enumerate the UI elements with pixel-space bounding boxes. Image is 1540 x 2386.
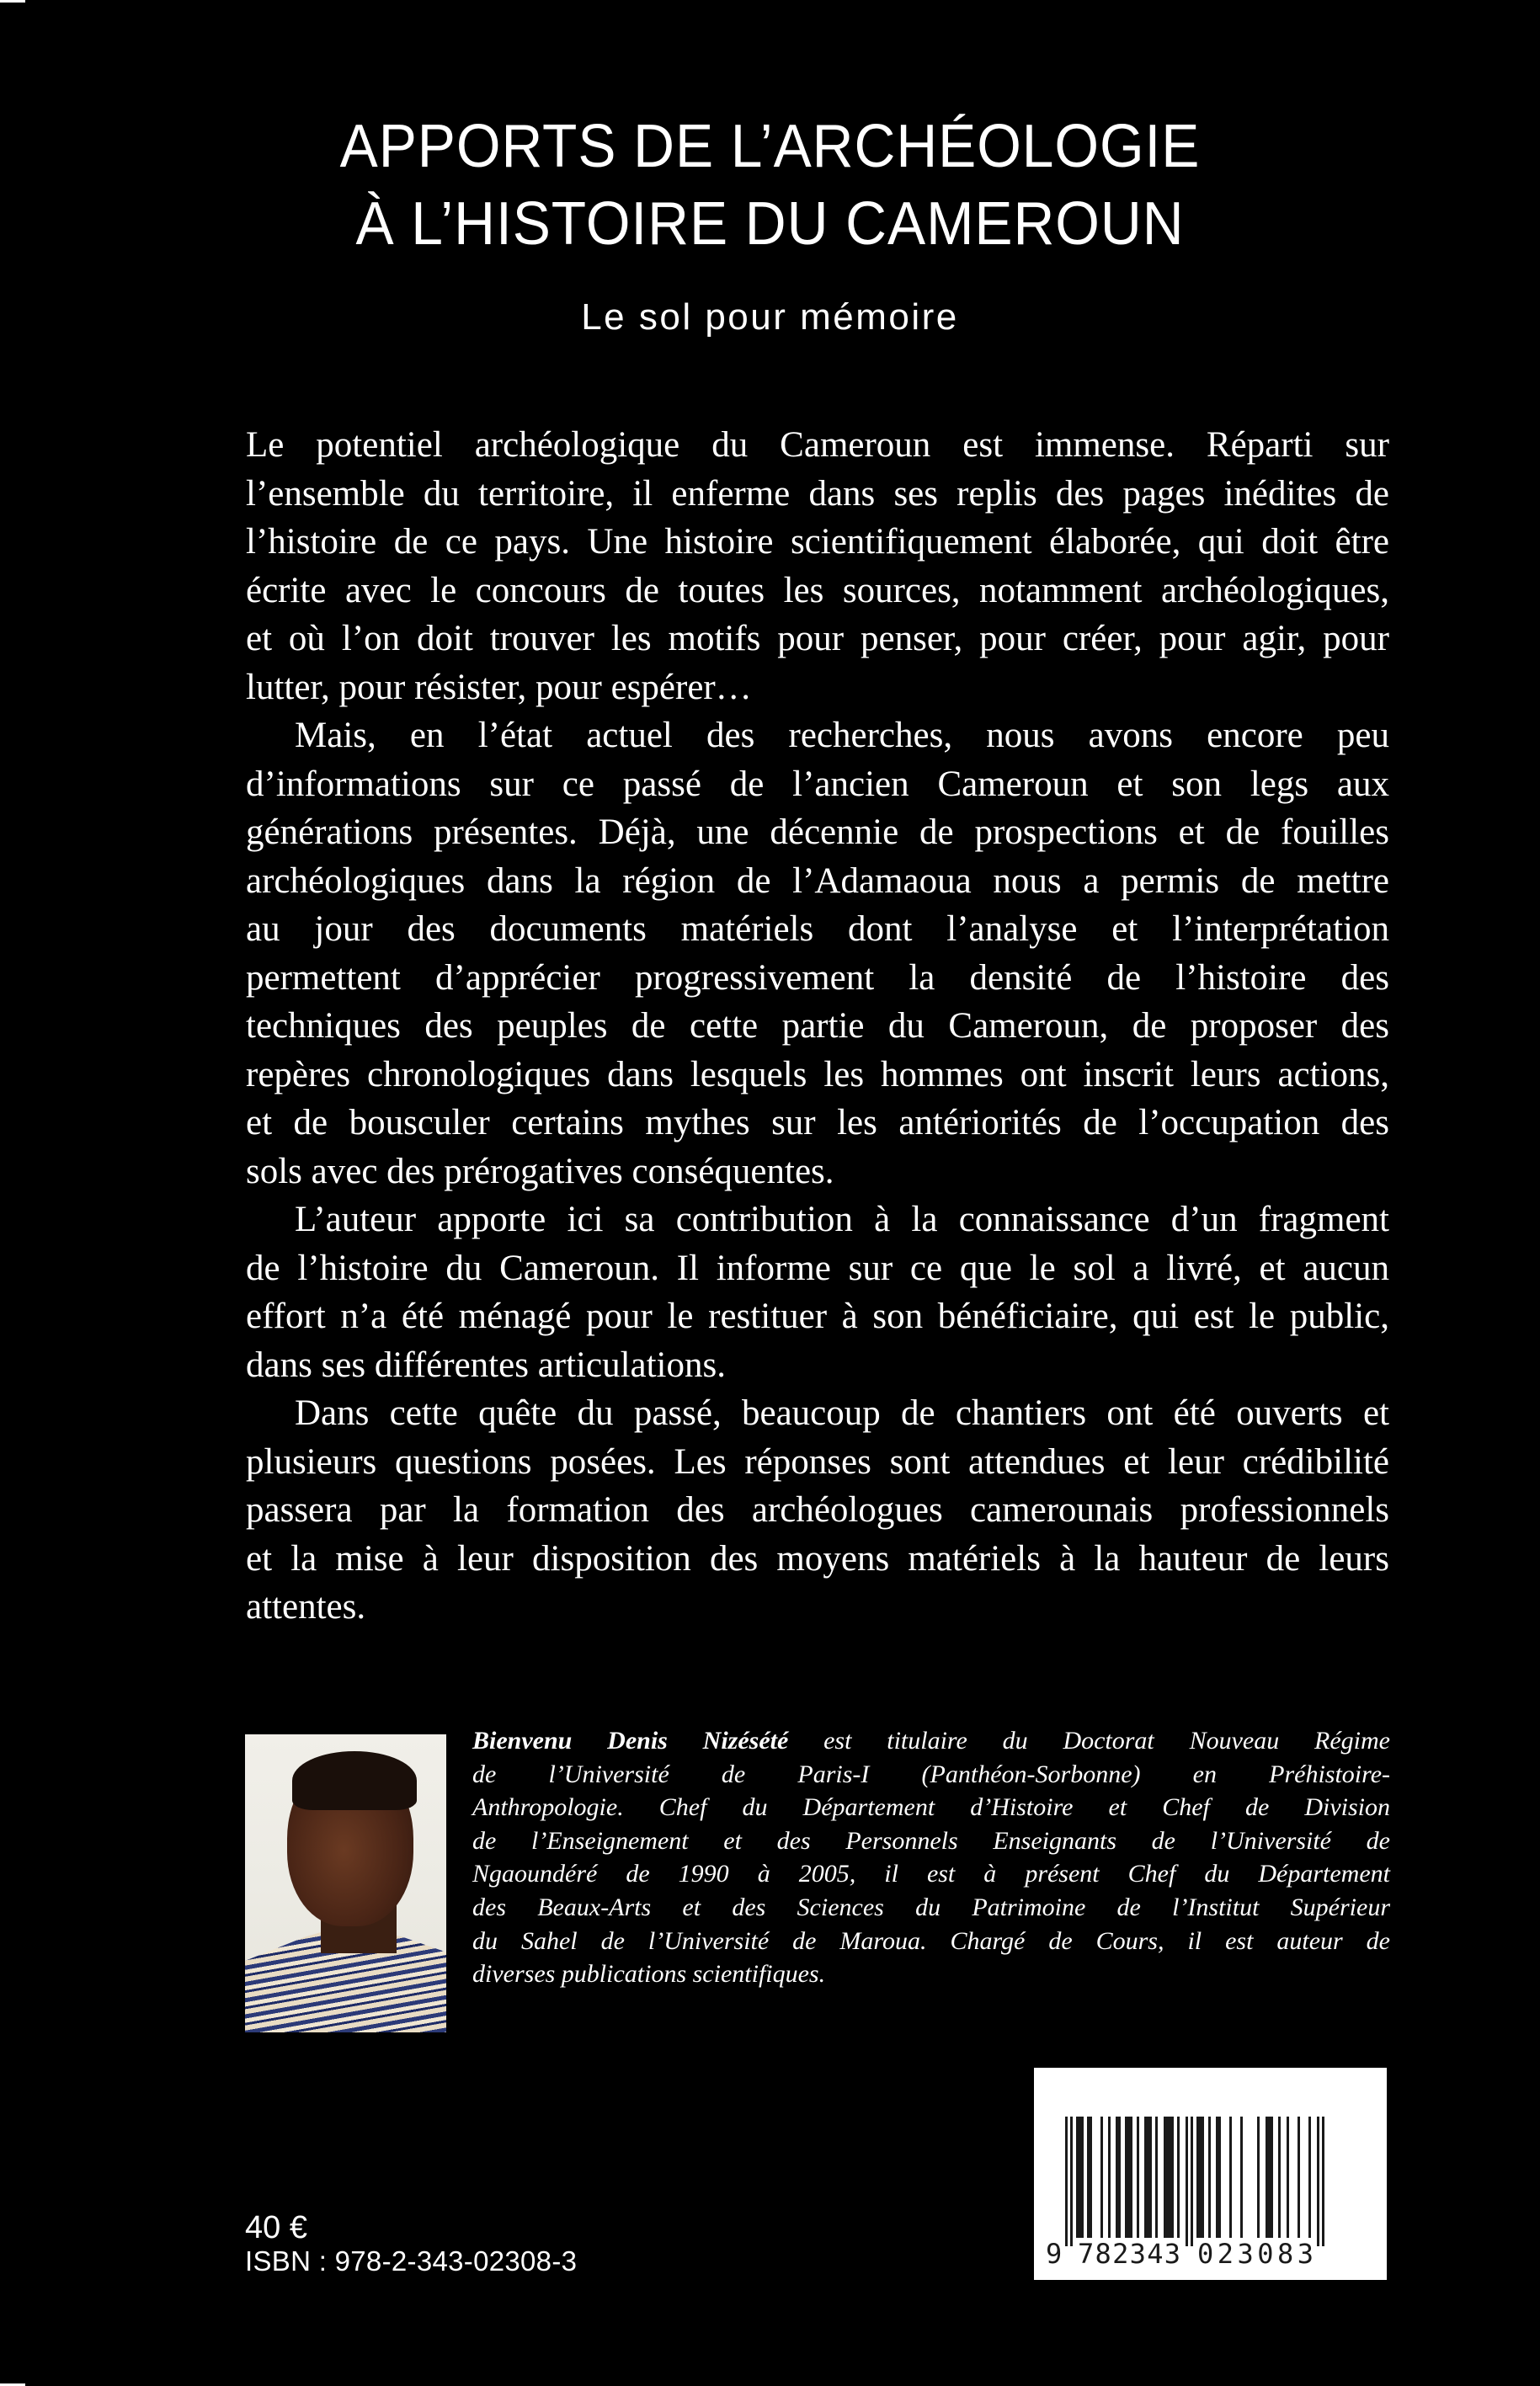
book-title: [0, 108, 1540, 263]
title-line-1: APPORTS DE L’ARCHÉOLOGIE: [339, 113, 1201, 180]
author-bio: [472, 1724, 1390, 1991]
bio-line: Bienvenu Denis Nizésété est titulaire du Doctorat Nouveau Régime: [472, 1727, 1390, 1755]
blurb-line: l’histoire de ce pays. Une histoire scientifiquement élaborée, qui doit être: [246, 522, 1389, 562]
bio-line: des Beaux-Arts et des Sciences du Patrimoine de l’Institut Supérieur: [472, 1893, 1390, 1921]
isbn: ISBN : 978-2-343-02308-3: [245, 2245, 578, 2277]
barcode-bars-icon: [1034, 2068, 1387, 2280]
blurb-line: effort n’a été ménagé pour le restituer à son bénéficiaire, qui est le public,: [246, 1297, 1389, 1336]
photo-hair: [292, 1751, 417, 1810]
blurb-line: permettent d’apprécier progressivement la densité de l’histoire des: [246, 957, 1389, 998]
author-photo: [245, 1734, 446, 2032]
barcode: [1034, 2068, 1387, 2280]
blurb-line: dans ses différentes articulations.: [246, 1345, 726, 1385]
book-subtitle: Le sol pour mémoire: [581, 296, 959, 338]
bio-line: de l’Université de Paris-I (Panthéon-Sorbonne) en Préhistoire-: [472, 1760, 1390, 1788]
bio-line: du Sahel de l’Université de Maroua. Chargé de Cours, il est auteur de: [472, 1926, 1390, 1955]
title-line-2: À L’HISTOIRE DU CAMEROUN: [355, 190, 1185, 258]
back-cover-blurb: [246, 421, 1389, 1632]
blurb-line: plusieurs questions posées. Les réponses sont attendues et leur crédibilité: [246, 1441, 1389, 1482]
blurb-line: écrite avec le concours de toutes les sources, notamment archéologiques,: [246, 570, 1389, 610]
bio-line: diverses publications scientifiques.: [472, 1960, 826, 1989]
blurb-line: L’auteur apporte ici sa contribution à la connaissance d’un fragment: [295, 1200, 1389, 1239]
blurb-line: l’ensemble du territoire, il enferme dans ses replis des pages inédites de: [246, 473, 1389, 514]
crop-mark-top-left: [0, 0, 25, 3]
blurb-line: générations présentes. Déjà, une décennie de prospections et de fouilles: [246, 812, 1389, 852]
blurb-line: Le potentiel archéologique du Cameroun est immense. Réparti sur: [246, 425, 1389, 465]
barcode-left-digits: 782343: [1078, 2238, 1180, 2270]
blurb-line: lutter, pour résister, pour espérer…: [246, 667, 752, 707]
blurb-line: techniques des peuples de cette partie du Cameroun, de proposer des: [246, 1006, 1389, 1046]
author-name: Bienvenu Denis Nizésété: [472, 1727, 789, 1755]
blurb-line: et la mise à leur disposition des moyens matériels à la hauteur de leurs: [246, 1538, 1389, 1579]
blurb-line: au jour des documents matériels dont l’analyse et l’interprétation: [246, 909, 1389, 949]
bio-line: de l’Enseignement et des Personnels Enseignants de l’Université de: [472, 1826, 1390, 1855]
price: 40 €: [245, 2210, 307, 2245]
blurb-line: archéologiques dans la région de l’Adamaoua nous a permis de mettre: [246, 860, 1389, 901]
bio-line: Ngaoundéré de 1990 à 2005, il est à présent Chef du Département: [472, 1860, 1390, 1888]
blurb-line: sols avec des prérogatives conséquentes.: [246, 1151, 834, 1191]
blurb-line: repères chronologiques dans lesquels les hommes ont inscrit leurs actions,: [246, 1054, 1389, 1094]
blurb-line: et où l’on doit trouver les motifs pour penser, pour créer, pour agir, pour: [246, 619, 1389, 658]
barcode-right-digits: 023083: [1197, 2238, 1314, 2270]
blurb-line: attentes.: [246, 1587, 366, 1627]
blurb-line: Mais, en l’état actuel des recherches, nous avons encore peu: [295, 716, 1389, 755]
blurb-line: d’informations sur ce passé de l’ancien Cameroun et son legs aux: [246, 764, 1389, 804]
blurb-line: Dans cette quête du passé, beaucoup de chantiers ont été ouverts et: [295, 1393, 1389, 1433]
blurb-line: passera par la formation des archéologues camerounais professionnels: [246, 1490, 1389, 1530]
blurb-line: et de bousculer certains mythes sur les antériorités de l’occupation des: [246, 1103, 1389, 1142]
bio-line: Anthropologie. Chef du Département d’Histoire et Chef de Division: [472, 1793, 1390, 1822]
barcode-first-digit: 9: [1046, 2238, 1063, 2270]
blurb-line: de l’histoire du Cameroun. Il informe sur ce que le sol a livré, et aucun: [246, 1248, 1389, 1288]
